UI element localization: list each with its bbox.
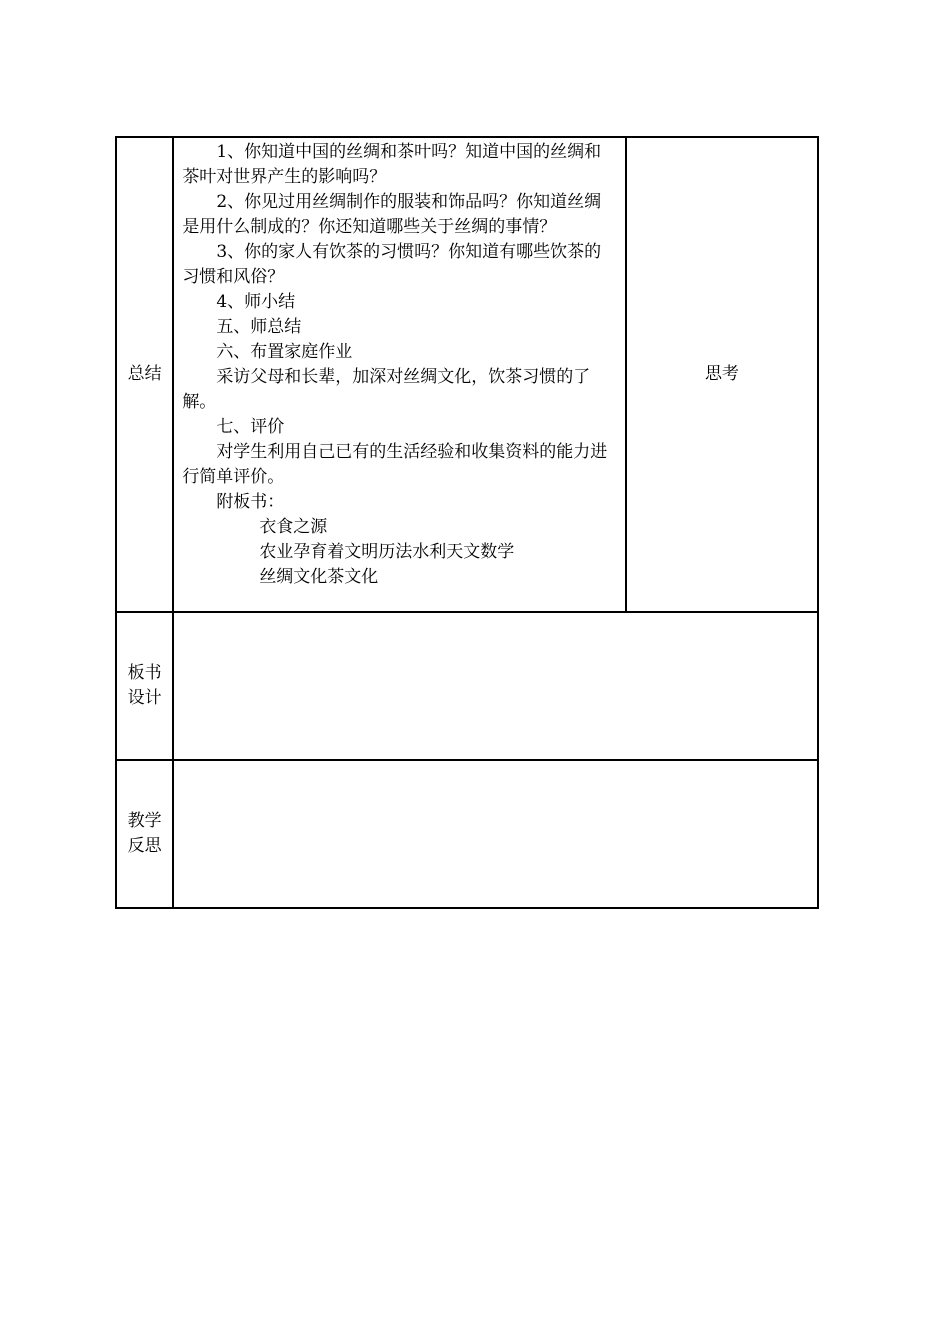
summary-paragraph: 4、师小结	[216, 292, 296, 312]
reflection-row	[116, 760, 818, 908]
summary-paragraph: 六、布置家庭作业	[216, 342, 353, 362]
reflection-label-cell	[116, 760, 173, 908]
summary-content-cell	[173, 137, 626, 612]
board-design-content	[173, 612, 818, 760]
summary-paragraph: 五、师总结	[216, 317, 302, 337]
summary-paragraph: 2、你见过用丝绸制作的服装和饰品吗？你知道丝绸是用什么制成的？你还知道哪些关于丝绸的事情？	[182, 192, 602, 237]
summary-paragraph: 对学生利用自己已有的生活经验和收集资料的能力进行简单评价。	[182, 442, 608, 487]
board-line: 衣食之源	[259, 517, 328, 537]
summary-paragraph: 采访父母和长辈，加深对丝绸文化，饮茶习惯的了解。	[182, 367, 591, 412]
lesson-plan-table	[115, 136, 819, 909]
summary-paragraph: 1、你知道中国的丝绸和茶叶吗？知道中国的丝绸和茶叶对世界产生的影响吗？	[182, 142, 602, 187]
summary-paragraph: 3、你的家人有饮茶的习惯吗？你知道有哪些饮茶的习惯和风俗？	[182, 242, 602, 287]
summary-side-note: 思考	[704, 364, 739, 384]
reflection-label: 教学 反思	[127, 811, 162, 856]
summary-paragraph: 七、评价	[216, 417, 285, 437]
summary-paragraph: 附板书：	[216, 492, 285, 512]
board-design-label-cell	[116, 612, 173, 760]
board-design-row	[116, 612, 818, 760]
summary-label: 总结	[127, 364, 162, 384]
summary-row	[116, 137, 818, 612]
board-design-label: 板书 设计	[127, 663, 162, 708]
summary-side-cell	[626, 137, 818, 612]
board-line: 农业孕育着文明历法水利天文数学	[259, 542, 515, 562]
reflection-content	[173, 760, 818, 908]
board-line: 丝绸文化茶文化	[259, 567, 379, 587]
summary-label-cell	[116, 137, 173, 612]
